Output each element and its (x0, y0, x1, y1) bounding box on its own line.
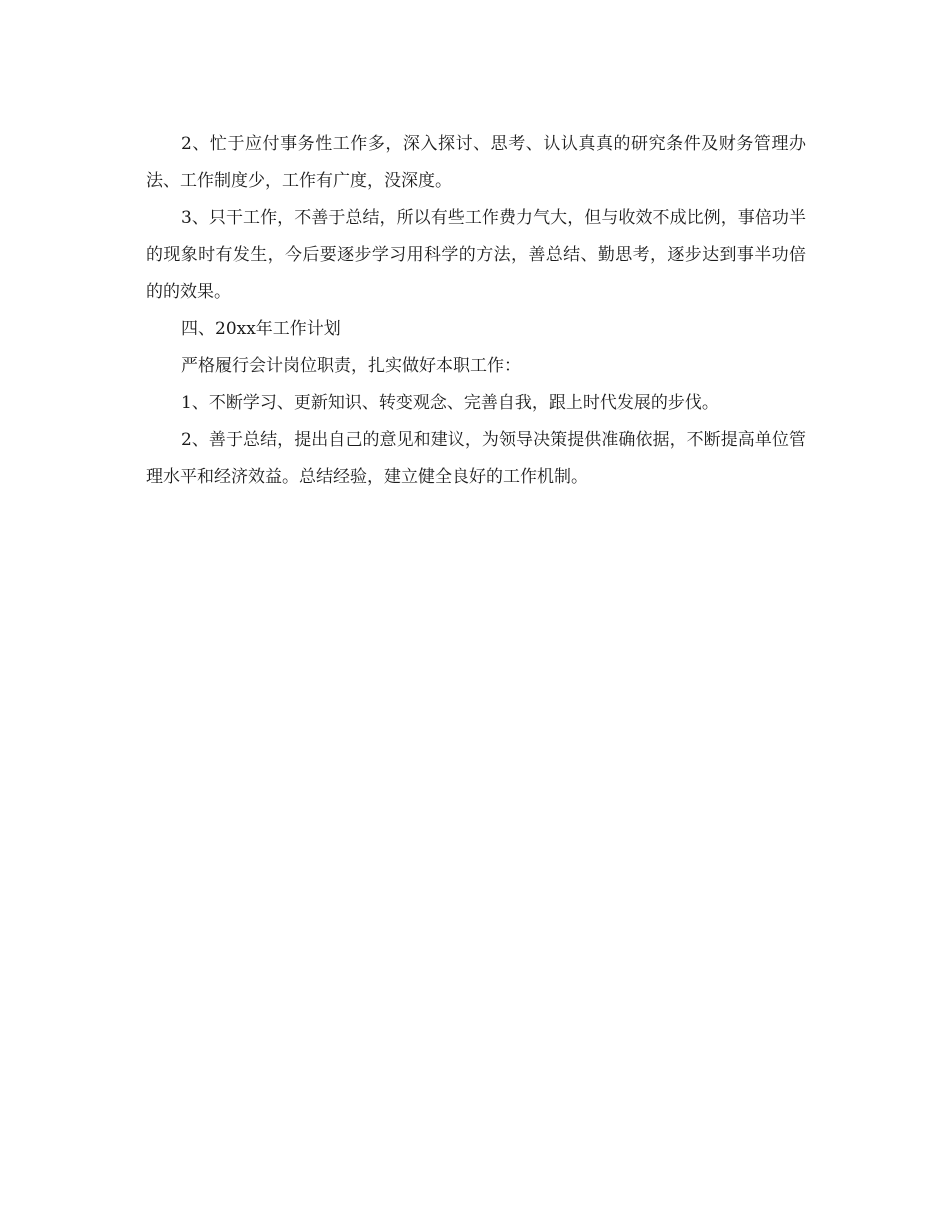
document-body (146, 126, 806, 496)
paragraph-problem-3: 3、只干工作，不善于总结，所以有些工作费力气大，但与收效不成比例，事倍功半的现象时有发生，今后要逐步学习用科学的方法，善总结、勤思考，逐步达到事半功倍的的效果。 (146, 208, 806, 302)
section-heading-work-plan: 四、20xx年工作计划 (181, 319, 341, 339)
paragraph-plan-intro: 严格履行会计岗位职责，扎实做好本职工作： (181, 356, 521, 376)
paragraph-plan-2: 2、善于总结，提出自己的意见和建议，为领导决策提供准确依据，不断提高单位管理水平和经济效益。总结经验，建立健全良好的工作机制。 (146, 430, 806, 487)
paragraph-plan-1: 1、不断学习、更新知识、转变观念、完善自我，跟上时代发展的步伐。 (181, 393, 719, 413)
paragraph-problem-2: 2、忙于应付事务性工作多，深入探讨、思考、认认真真的研究条件及财务管理办法、工作制度少，工作有广度，没深度。 (146, 134, 806, 191)
